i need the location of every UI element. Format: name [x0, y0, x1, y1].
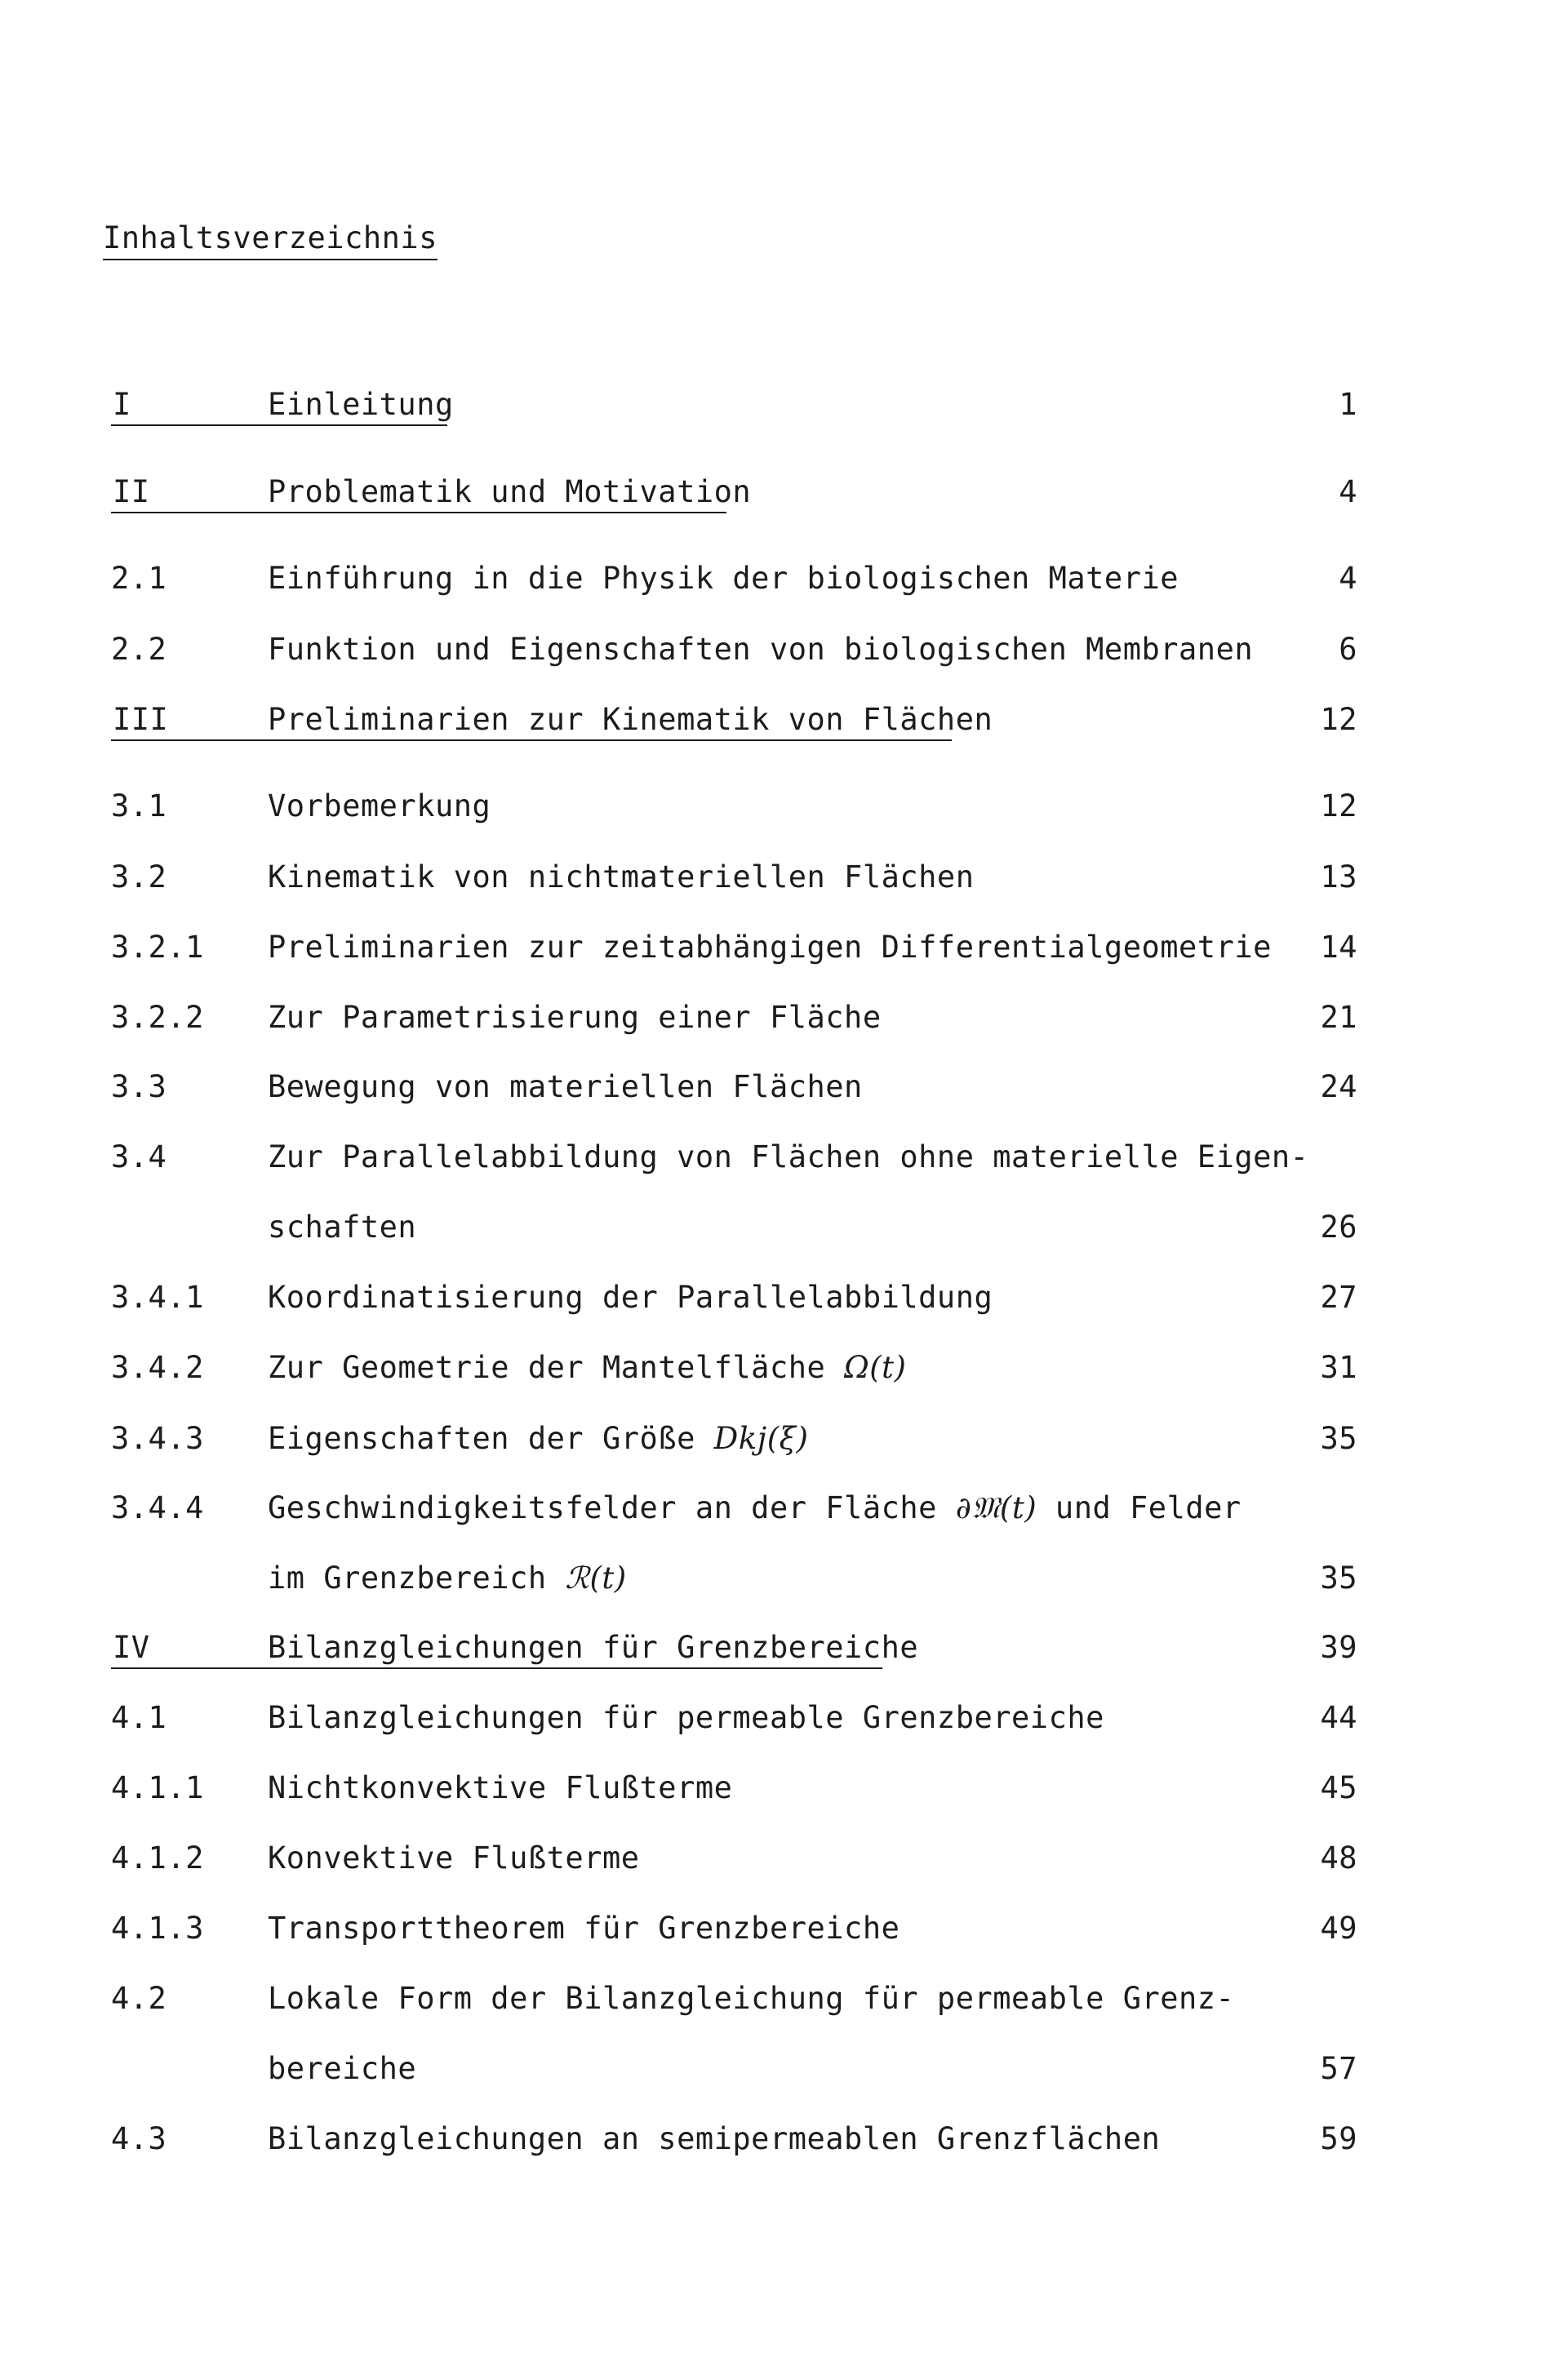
entry-number: 4.1 [111, 1700, 167, 1735]
entry-title: Bilanzgleichungen für permeable Grenzbereiche [268, 1700, 1104, 1735]
entry-title: Konvektive Flußterme [268, 1840, 640, 1876]
toc-entry-4-1-1 [0, 1764, 1568, 1813]
toc-entry-2-1 [0, 554, 1568, 603]
entry-page: 1 [1339, 387, 1357, 422]
entry-page: 45 [1320, 1770, 1357, 1805]
toc-entry-3-4-4-cont [0, 1554, 1568, 1603]
entry-page: 12 [1320, 702, 1357, 737]
toc-entry-3-1 [0, 782, 1568, 831]
entry-number: I [113, 387, 131, 422]
toc-entry-ch1 [0, 380, 1568, 429]
entry-number: 3.2 [111, 859, 167, 895]
chapter-underline [111, 424, 447, 426]
entry-title: Koordinatisierung der Parallelabbildung [268, 1280, 993, 1315]
entry-page: 12 [1320, 788, 1357, 824]
entry-title: Bilanzgleichungen an semipermeablen Grenzflächen [268, 2121, 1161, 2156]
toc-entry-ch3 [0, 695, 1568, 744]
entry-page: 59 [1320, 2121, 1357, 2156]
toc-entry-3-3 [0, 1063, 1568, 1112]
entry-title-wrap [268, 1343, 906, 1392]
toc-entry-4-1-3 [0, 1904, 1568, 1953]
entry-title: Einführung in die Physik der biologischen Materie [268, 561, 1179, 596]
entry-number: 3.4.3 [111, 1421, 204, 1456]
entry-title-wrap [268, 1414, 808, 1463]
toc-entry-3-2-1 [0, 923, 1568, 972]
toc-entry-2-2 [0, 625, 1568, 674]
entry-page: 4 [1339, 474, 1357, 509]
entry-title-line2: bereiche [268, 2051, 417, 2086]
entry-page: 14 [1320, 930, 1357, 965]
entry-title: Problematik und Motivation [268, 474, 752, 509]
toc-entry-4-2 [0, 1974, 1568, 2023]
entry-number: 3.3 [111, 1069, 167, 1104]
entry-number: 3.4 [111, 1139, 167, 1174]
entry-number: 3.4.1 [111, 1280, 204, 1315]
boundary-m-t-symbol: ∂𝔐(t) [955, 1490, 1037, 1525]
entry-number: III [113, 702, 169, 737]
entry-number: 3.4.2 [111, 1350, 204, 1385]
entry-page: 57 [1320, 2051, 1357, 2086]
r-t-symbol: ℛ(t) [565, 1561, 627, 1596]
toc-entry-3-4-1 [0, 1273, 1568, 1322]
toc-entry-4-3 [0, 2115, 1568, 2164]
toc-entry-3-4-cont [0, 1203, 1568, 1252]
toc-entry-3-4 [0, 1133, 1568, 1182]
entry-title: Zur Geometrie der Mantelfläche [268, 1350, 826, 1385]
entry-title-line1: Lokale Form der Bilanzgleichung für permeable Grenz- [268, 1981, 1235, 2016]
entry-title-line1: Zur Parallelabbildung von Flächen ohne materielle Eigen- [268, 1139, 1309, 1174]
entry-title: Kinematik von nichtmateriellen Flächen [268, 859, 975, 895]
entry-title: Preliminarien zur zeitabhängigen Differentialgeometrie [268, 930, 1272, 965]
entry-page: 39 [1320, 1630, 1357, 1665]
entry-title: Bewegung von materiellen Flächen [268, 1069, 863, 1104]
entry-title-line2: schaften [268, 1210, 417, 1245]
entry-number: 2.2 [111, 632, 167, 667]
entry-number: 2.1 [111, 561, 167, 596]
entry-page: 35 [1320, 1421, 1357, 1456]
entry-page: 44 [1320, 1700, 1357, 1735]
entry-title-wrap [268, 1484, 1242, 1533]
entry-number: 3.4.4 [111, 1490, 204, 1525]
entry-title-line1a: Geschwindigkeitsfelder an der Fläche [268, 1490, 937, 1525]
entry-title: Funktion und Eigenschaften von biologischen Membranen [268, 632, 1254, 667]
toc-entry-ch2 [0, 468, 1568, 517]
entry-title: Vorbemerkung [268, 788, 491, 824]
entry-title: Eigenschaften der Größe [268, 1421, 695, 1456]
toc-entry-3-4-4 [0, 1484, 1568, 1533]
entry-page: 48 [1320, 1840, 1357, 1876]
entry-title: Bilanzgleichungen für Grenzbereiche [268, 1630, 919, 1665]
toc-entry-4-1 [0, 1694, 1568, 1743]
entry-number: 4.1.1 [111, 1770, 204, 1805]
entry-page: 24 [1320, 1069, 1357, 1104]
d-kj-symbol: Dkj(ξ) [713, 1421, 809, 1456]
toc-entry-4-1-2 [0, 1834, 1568, 1883]
entry-page: 31 [1320, 1350, 1357, 1385]
entry-title-line1b: und Felder [1055, 1490, 1242, 1525]
entry-page: 35 [1320, 1561, 1357, 1596]
toc-entry-ch4 [0, 1623, 1568, 1672]
entry-title: Zur Parametrisierung einer Fläche [268, 1000, 882, 1035]
entry-title: Nichtkonvektive Flußterme [268, 1770, 733, 1805]
toc-entry-3-2-2 [0, 993, 1568, 1042]
entry-page: 13 [1320, 859, 1357, 895]
entry-number: 3.2.2 [111, 1000, 204, 1035]
entry-number: IV [113, 1630, 150, 1665]
entry-number: 4.3 [111, 2121, 167, 2156]
toc-entry-3-2 [0, 853, 1568, 902]
entry-page: 4 [1339, 561, 1357, 596]
omega-t-symbol: Ω(t) [844, 1350, 907, 1385]
entry-number: 4.1.2 [111, 1840, 204, 1876]
entry-page: 6 [1339, 632, 1357, 667]
entry-page: 49 [1320, 1911, 1357, 1946]
entry-title-wrap [268, 1554, 627, 1603]
entry-title-line2: im Grenzbereich [268, 1561, 547, 1596]
entry-title: Preliminarien zur Kinematik von Flächen [268, 702, 993, 737]
entry-page: 26 [1320, 1210, 1357, 1245]
entry-number: 3.2.1 [111, 930, 204, 965]
toc-entry-3-4-3 [0, 1414, 1568, 1463]
toc-entry-3-4-2 [0, 1343, 1568, 1392]
entry-page: 21 [1320, 1000, 1357, 1035]
entry-title: Transporttheorem für Grenzbereiche [268, 1911, 900, 1946]
entry-number: 4.2 [111, 1981, 167, 2016]
chapter-underline [111, 739, 952, 741]
entry-number: 4.1.3 [111, 1911, 204, 1946]
chapter-underline [111, 512, 726, 513]
entry-page: 27 [1320, 1280, 1357, 1315]
entry-title: Einleitung [268, 387, 454, 422]
entry-number: 3.1 [111, 788, 167, 824]
toc-entry-4-2-cont [0, 2044, 1568, 2093]
entry-number: II [113, 474, 150, 509]
page-title-text: Inhaltsverzeichnis [103, 220, 438, 260]
chapter-underline [111, 1667, 882, 1669]
